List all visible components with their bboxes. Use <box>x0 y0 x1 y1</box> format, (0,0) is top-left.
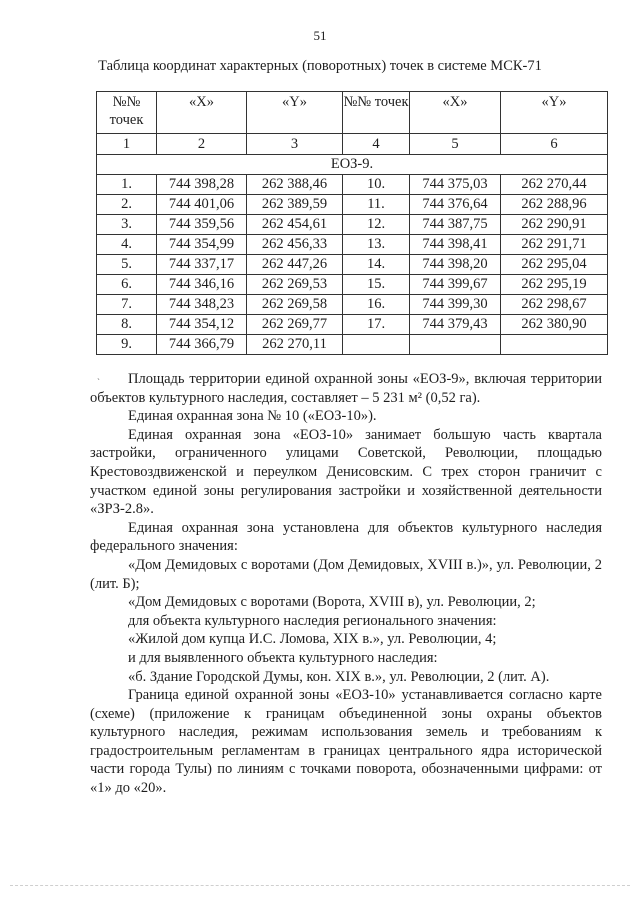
column-number: 2 <box>157 134 247 155</box>
table-cell: 744 387,75 <box>410 215 501 235</box>
body-text <box>90 370 602 798</box>
table-row <box>97 175 608 195</box>
table-cell: 262 295,04 <box>501 255 608 275</box>
table-cell: 262 389,59 <box>247 195 343 215</box>
header-cell: «X» <box>157 92 247 134</box>
column-number: 3 <box>247 134 343 155</box>
table-row <box>97 295 608 315</box>
table-cell: 14. <box>343 255 410 275</box>
table-cell: 4. <box>97 235 157 255</box>
table-cell: 13. <box>343 235 410 255</box>
table-cell: 9. <box>97 335 157 355</box>
table-cell: 744 398,20 <box>410 255 501 275</box>
paragraph: и для выявленного объекта культурного наследия: <box>128 649 438 666</box>
paragraph: Единая охранная зона № 10 («ЕОЗ-10»). <box>128 408 377 425</box>
scan-noise-line <box>10 885 630 888</box>
column-number-row <box>97 134 608 155</box>
table-cell: 2. <box>97 195 157 215</box>
column-number: 4 <box>343 134 410 155</box>
page-number: 51 <box>313 28 327 43</box>
table-cell: 10. <box>343 175 410 195</box>
table-row <box>97 235 608 255</box>
table-cell: 262 269,77 <box>247 315 343 335</box>
table-cell: 7. <box>97 295 157 315</box>
section-row <box>97 155 608 175</box>
paragraph: «Дом Демидовых с воротами (Ворота, XVIII в), ул. Революции, 2; <box>128 594 536 611</box>
paragraph: «Жилой дом купца И.С. Ломова, XIX в.», ул. Революции, 4; <box>128 631 497 648</box>
paragraph: Граница единой охранной зоны «ЕОЗ-10» устанавливается согласно карте (схеме) (приложение к границам объединенной зоны охраны объектов культурного наследия, режимам использования земель и требованиям к градостроительным регламентам в границах центрального ядра исторической части города Тулы) по линиям с точками поворота, обозначенными цифрами: от «1» до «20». <box>90 687 602 797</box>
table-cell: 17. <box>343 315 410 335</box>
table-cell: 15. <box>343 275 410 295</box>
paragraph: для объекта культурного наследия регионального значения: <box>128 612 497 629</box>
header-cell: №№ точек <box>97 92 157 134</box>
table-cell: 262 288,96 <box>501 195 608 215</box>
table-row <box>97 315 608 335</box>
paragraph: «б. Здание Городской Думы, кон. XIX в.», ул. Революции, 2 (лит. А). <box>128 668 550 685</box>
table-cell: 262 269,53 <box>247 275 343 295</box>
section-label: ЕОЗ-9. <box>97 155 608 175</box>
header-cell: «Y» <box>501 92 608 134</box>
table-cell: 262 270,44 <box>501 175 608 195</box>
table-cell: 16. <box>343 295 410 315</box>
table-cell: 262 454,61 <box>247 215 343 235</box>
table-cell: 6. <box>97 275 157 295</box>
table-cell: 744 346,16 <box>157 275 247 295</box>
coordinates-table <box>96 91 608 355</box>
table-cell: 5. <box>97 255 157 275</box>
table-cell: 1. <box>97 175 157 195</box>
table-cell: 744 366,79 <box>157 335 247 355</box>
table-title: Таблица координат характерных (поворотных) точек в системе МСК-71 <box>98 58 542 74</box>
table-cell: 262 298,67 <box>501 295 608 315</box>
table-row <box>97 255 608 275</box>
table-cell: 11. <box>343 195 410 215</box>
table-row <box>97 275 608 295</box>
column-number: 5 <box>410 134 501 155</box>
table-cell: 744 354,99 <box>157 235 247 255</box>
table-cell: 262 270,11 <box>247 335 343 355</box>
table-cell: 744 401,06 <box>157 195 247 215</box>
table-cell: 262 447,26 <box>247 255 343 275</box>
table-cell: 744 398,41 <box>410 235 501 255</box>
table-cell: 744 398,28 <box>157 175 247 195</box>
table-cell: 744 359,56 <box>157 215 247 235</box>
margin-mark: ` <box>97 377 100 387</box>
column-number: 1 <box>97 134 157 155</box>
table-cell: 262 269,58 <box>247 295 343 315</box>
table-cell <box>410 335 501 355</box>
table-cell: 262 291,71 <box>501 235 608 255</box>
table-cell: 262 388,46 <box>247 175 343 195</box>
paragraph: «Дом Демидовых с воротами (Дом Демидовых, XVIII в.)», ул. Революции, 2 (лит. Б); <box>90 556 602 592</box>
header-cell: «Y» <box>247 92 343 134</box>
table-cell: 744 379,43 <box>410 315 501 335</box>
table-cell: 744 337,17 <box>157 255 247 275</box>
table-cell: 262 290,91 <box>501 215 608 235</box>
table-cell <box>501 335 608 355</box>
table-row <box>97 195 608 215</box>
table-cell <box>343 335 410 355</box>
table-cell: 262 456,33 <box>247 235 343 255</box>
table-cell: 744 399,67 <box>410 275 501 295</box>
table-cell: 3. <box>97 215 157 235</box>
table-cell: 8. <box>97 315 157 335</box>
table-cell: 744 375,03 <box>410 175 501 195</box>
table-cell: 12. <box>343 215 410 235</box>
table-cell: 262 380,90 <box>501 315 608 335</box>
header-cell: №№ точек <box>343 92 410 134</box>
table-row <box>97 215 608 235</box>
table-header-row <box>97 92 608 134</box>
table-cell: 262 295,19 <box>501 275 608 295</box>
paragraph: Единая охранная зона «ЕОЗ-10» занимает большую часть квартала застройки, ограниченного улицами Советской, Революции, площадью Крестовоздвиженской и переулком Денисовским. С трех сторон граничит с участком единой зоны регулирования застройки и хозяйственной деятельности «ЗРЗ-2.8». <box>90 426 602 518</box>
table-row <box>97 335 608 355</box>
paragraph: Единая охранная зона установлена для объектов культурного наследия федерального значения: <box>90 519 602 555</box>
paragraph: Площадь территории единой охранной зоны «ЕОЗ-9», включая территории объектов культурного наследия, составляет – 5 231 м² (0,52 га). <box>90 371 602 406</box>
table-cell: 744 376,64 <box>410 195 501 215</box>
table-cell: 744 354,12 <box>157 315 247 335</box>
table-cell: 744 348,23 <box>157 295 247 315</box>
header-cell: «X» <box>410 92 501 134</box>
table-cell: 744 399,30 <box>410 295 501 315</box>
column-number: 6 <box>501 134 608 155</box>
